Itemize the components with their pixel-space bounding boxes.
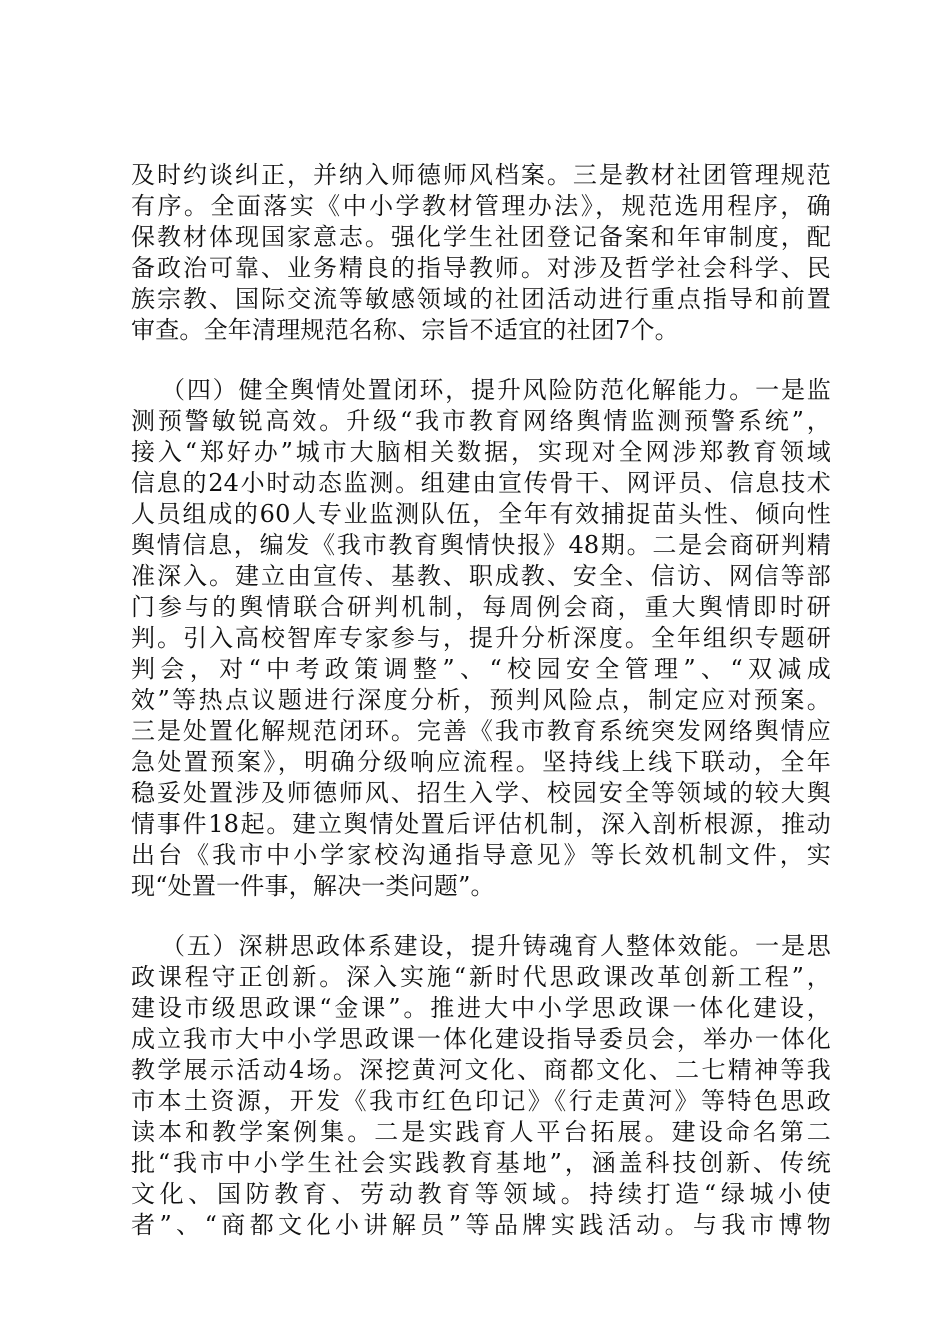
text-line: 文化、国防教育、劳动教育等领域。持续打造“绿城小使 bbox=[131, 1180, 831, 1208]
text-line: 稳妥处置涉及师德师风、招生入学、校园安全等领域的较大舆 bbox=[131, 779, 831, 807]
text-line: 批“我市中小学生社会实践教育基地”，涵盖科技创新、传统 bbox=[131, 1149, 831, 1177]
text-line: 审查。全年清理规范名称、宗旨不适宜的社团7个。 bbox=[131, 316, 679, 344]
text-line: 人员组成的60人专业监测队伍，全年有效捕捉苗头性、倾向性 bbox=[131, 500, 831, 528]
text-line: 急处置预案》，明确分级响应流程。坚持线上线下联动，全年 bbox=[131, 748, 831, 776]
text-line: （五）深耕思政体系建设，提升铸魂育人整体效能。一是思 bbox=[161, 932, 831, 960]
text-line: （四）健全舆情处置闭环，提升风险防范化解能力。一是监 bbox=[161, 376, 831, 404]
text-line: 成立我市大中小学思政课一体化建设指导委员会，举办一体化 bbox=[131, 1025, 831, 1053]
text-line: 接入“郑好办”城市大脑相关数据，实现对全网涉郑教育领域 bbox=[131, 438, 831, 466]
text-line: 信息的24小时动态监测。组建由宣传骨干、网评员、信息技术 bbox=[131, 469, 831, 497]
text-line: 及时约谈纠正，并纳入师德师风档案。三是教材社团管理规范 bbox=[131, 161, 831, 189]
text-line: 备政治可靠、业务精良的指导教师。对涉及哲学社会科学、民 bbox=[131, 254, 831, 282]
text-line: 舆情信息，编发《我市教育舆情快报》48期。二是会商研判精 bbox=[131, 531, 831, 559]
text-line: 效”等热点议题进行深度分析，预判风险点，制定应对预案。 bbox=[131, 686, 831, 714]
text-line: 判会，对“中考政策调整”、“校园安全管理”、“双减成 bbox=[131, 655, 831, 683]
text-line: 情事件18起。建立舆情处置后评估机制，深入剖析根源，推动 bbox=[131, 810, 831, 838]
text-line: 现“处置一件事，解决一类问题”。 bbox=[131, 872, 495, 900]
text-line: 者”、“商都文化小讲解员”等品牌实践活动。与我市博物 bbox=[131, 1211, 831, 1239]
document-body bbox=[131, 160, 831, 1241]
text-line: 族宗教、国际交流等敏感领域的社团活动进行重点指导和前置 bbox=[131, 285, 831, 313]
text-line: 判。引入高校智库专家参与，提升分析深度。全年组织专题研 bbox=[131, 624, 831, 652]
text-line: 有序。全面落实《中小学教材管理办法》，规范选用程序，确 bbox=[131, 192, 831, 220]
paragraph-1 bbox=[131, 160, 831, 346]
text-line: 市本土资源，开发《我市红色印记》《行走黄河》等特色思政 bbox=[131, 1087, 831, 1115]
paragraph-2 bbox=[131, 375, 831, 902]
text-line: 准深入。建立由宣传、基教、职成教、安全、信访、网信等部 bbox=[131, 562, 831, 590]
text-line: 建设市级思政课“金课”。推进大中小学思政课一体化建设， bbox=[131, 994, 831, 1022]
text-line: 三是处置化解规范闭环。完善《我市教育系统突发网络舆情应 bbox=[131, 717, 831, 745]
text-line: 教学展示活动4场。深挖黄河文化、商都文化、二七精神等我 bbox=[131, 1056, 831, 1084]
text-line: 政课程守正创新。深入实施“新时代思政课改革创新工程”， bbox=[131, 963, 831, 991]
text-line: 测预警敏锐高效。升级“我市教育网络舆情监测预警系统”， bbox=[131, 407, 831, 435]
text-line: 读本和教学案例集。二是实践育人平台拓展。建设命名第二 bbox=[131, 1118, 831, 1146]
text-line: 出台《我市中小学家校沟通指导意见》等长效机制文件，实 bbox=[131, 841, 831, 869]
text-line: 保教材体现国家意志。强化学生社团登记备案和年审制度，配 bbox=[131, 223, 831, 251]
paragraph-3 bbox=[131, 931, 831, 1241]
text-line: 门参与的舆情联合研判机制，每周例会商，重大舆情即时研 bbox=[131, 593, 831, 621]
